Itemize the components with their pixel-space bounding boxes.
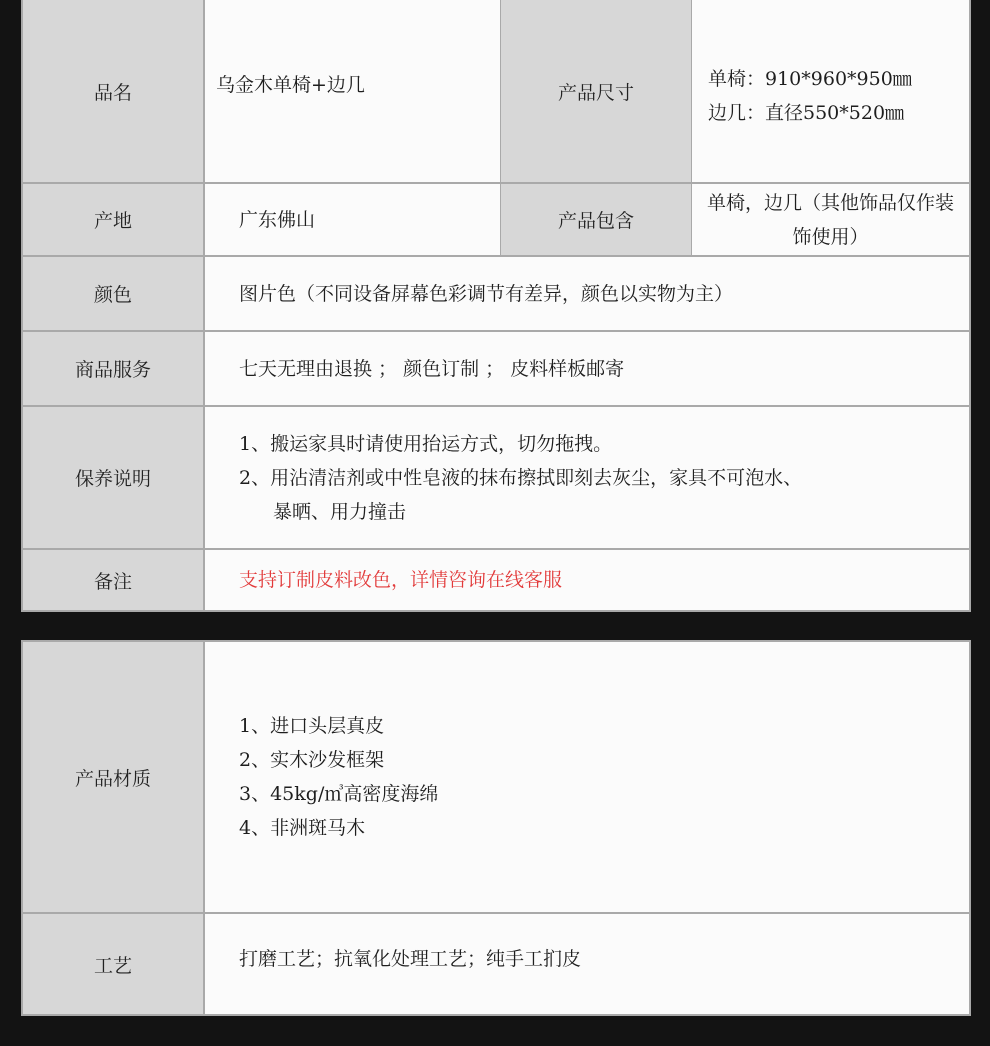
note-label: 备注 [23, 550, 205, 610]
row-service [23, 332, 969, 407]
material-value [205, 642, 969, 912]
product-size-value [692, 0, 969, 182]
size-line-chair: 单椅：910*960*950㎜ [708, 68, 912, 90]
row-note [23, 550, 969, 610]
craft-value: 打磨工艺；抗氧化处理工艺；纯手工扪皮 [239, 948, 582, 970]
material-label: 产品材质 [23, 642, 205, 912]
product-name-value: 乌金木单椅+边几 [216, 74, 365, 96]
includes-line-1: 单椅，边几（其他饰品仅作装 [706, 191, 954, 214]
note-value: 支持订制皮料改色，详情咨询在线客服 [239, 569, 563, 591]
craft-label: 工艺 [23, 914, 205, 1014]
color-label: 颜色 [23, 257, 205, 330]
material-line-2: 2、实木沙发框架 [239, 749, 385, 771]
size-line-side-table: 边几：直径550*520㎜ [708, 102, 905, 124]
color-value: 图片色（不同设备屏幕色彩调节有差异，颜色以实物为主） [239, 282, 734, 305]
material-table [21, 640, 971, 1016]
service-value: 七天无理由退换 ； 颜色订制 ； 皮料样板邮寄 [239, 357, 625, 380]
origin-value: 广东佛山 [239, 208, 316, 231]
row-color [23, 257, 969, 332]
material-line-4: 4、非洲斑马木 [239, 817, 366, 839]
care-line-1: 1、搬运家具时请使用抬运方式，切勿拖拽。 [239, 432, 613, 455]
care-value [205, 407, 969, 548]
includes-line-2: 饰使用） [792, 225, 869, 248]
row-care [23, 407, 969, 550]
material-line-1: 1、进口头层真皮 [239, 715, 385, 737]
care-line-3: 暴晒、用力撞击 [273, 500, 407, 523]
row-material [23, 642, 969, 914]
row-craft [23, 914, 969, 1014]
includes-value [692, 184, 969, 255]
care-label: 保养说明 [23, 407, 205, 548]
product-spec-table [21, 0, 971, 612]
material-line-3: 3、45kg/㎥高密度海绵 [239, 783, 439, 805]
product-name-label: 品名 [23, 0, 205, 182]
care-line-2: 2、用沾清洁剂或中性皂液的抹布擦拭即刻去灰尘，家具不可泡水、 [239, 466, 803, 489]
includes-label: 产品包含 [500, 184, 692, 255]
product-size-label: 产品尺寸 [500, 0, 692, 182]
service-label: 商品服务 [23, 332, 205, 405]
row-origin [23, 184, 969, 257]
origin-label: 产地 [23, 184, 205, 255]
row-product-name [23, 0, 969, 184]
